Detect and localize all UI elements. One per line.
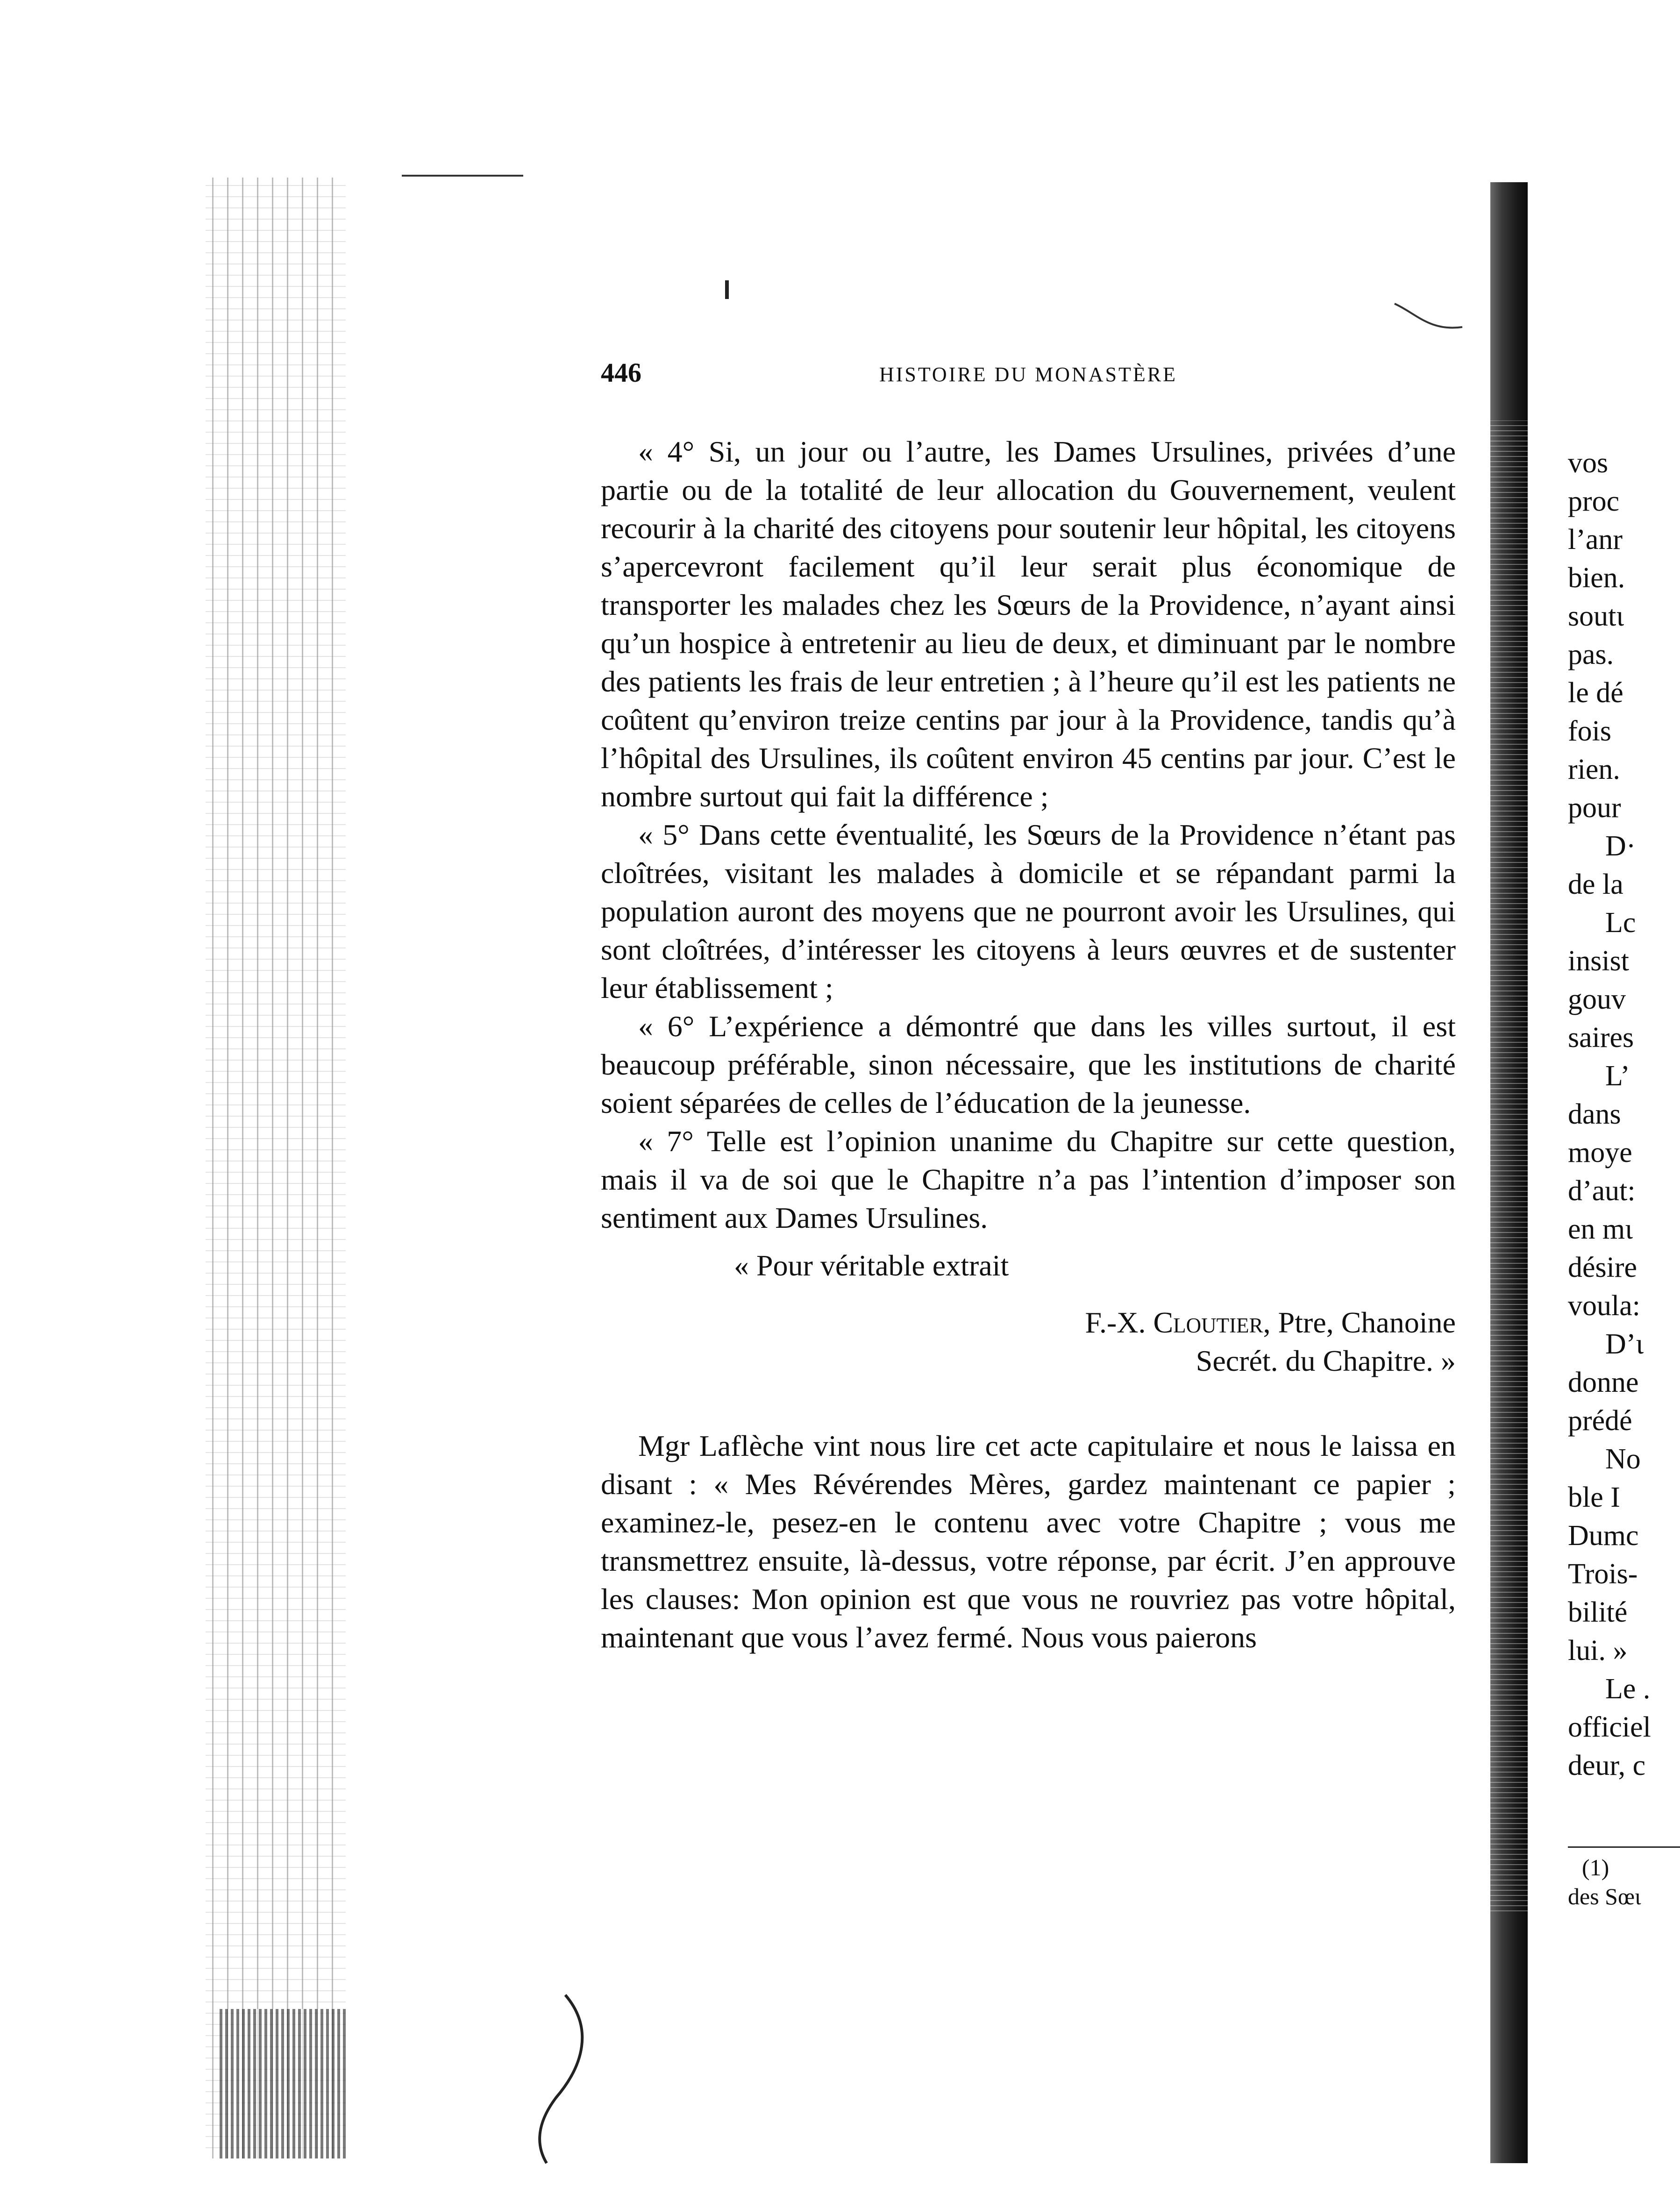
- adjacent-footnote-line: des Sœι: [1568, 1883, 1641, 1909]
- paragraph-4: « 4° Si, un jour ou l’autre, les Dames Ursulines, privées d’une partie ou de la totalité de leur allocation du Gouvernement, veulent recourir à la charité des citoyens pour soutenir leur hôpital, les citoyens s’apercevront facilement qu’il leur serait plus économique de transporter les malades chez les Sœurs de la Providence, n’ayant ainsi qu’un hospice à entretenir au lieu de deux, et diminuant par le nombre des patients les frais de leur entretien ; à l’heure qu’il est les patients ne coûtent qu’environ treize centins par jour à la Providence, tandis qu’à l’hôpital des Ursulines, ils coûtent environ 45 centins par jour. C’est le nombre surtout qui fait la différence ;: [601, 435, 1456, 813]
- adjacent-page-line: l’anr: [1568, 524, 1623, 556]
- adjacent-page-line: soutɩ: [1568, 600, 1624, 632]
- ink-curve-mark: [1392, 299, 1467, 341]
- adjacent-page-line: ble I: [1568, 1481, 1620, 1513]
- adjacent-page-footnote: [1568, 1853, 1680, 1911]
- page-header: [601, 357, 1456, 399]
- paragraph-5: « 5° Dans cette éventualité, les Sœurs de la Providence n’étant pas cloîtrées, visitant les malades à domicile et se répandant parmi la population auront des moyens que ne pourront avoir les Ursulines, qui sont cloîtrées, d’intéresser les citoyens à leurs œuvres et de sustenter leur établissement ;: [601, 818, 1456, 1004]
- adjacent-page-line: Trois-: [1568, 1558, 1638, 1590]
- adjacent-page-line: désire: [1568, 1252, 1637, 1283]
- adjacent-page-line: pas.: [1568, 639, 1614, 670]
- ink-speck-mark: [719, 280, 733, 304]
- adjacent-page-line: deur, c: [1568, 1750, 1646, 1781]
- adjacent-page-line: moye: [1568, 1137, 1632, 1168]
- adjacent-page-line: en mɩ: [1568, 1213, 1633, 1245]
- adjacent-page-line: pour: [1568, 792, 1621, 824]
- scan-gutter-bottom: [220, 2009, 346, 2158]
- signature-line-2: Secrét. du Chapitre. »: [1196, 1344, 1456, 1377]
- signature-line-1: [601, 1303, 1456, 1342]
- adjacent-page-line: Le .: [1605, 1673, 1651, 1705]
- signature-title: , Ptre, Chanoine: [1263, 1306, 1456, 1339]
- adjacent-page-line: gouv: [1568, 983, 1626, 1015]
- adjacent-page-line: rien.: [1568, 754, 1620, 785]
- adjacent-page-line: proc: [1568, 485, 1620, 517]
- adjacent-page-line: No: [1605, 1443, 1641, 1475]
- adjacent-footnote-line: (1): [1582, 1854, 1609, 1880]
- adjacent-page-line: donne: [1568, 1367, 1639, 1398]
- adjacent-page-line: Lc: [1605, 907, 1636, 939]
- adjacent-page-line: d’aut:: [1568, 1175, 1636, 1207]
- adjacent-page-line: dans: [1568, 1098, 1621, 1130]
- page-number: 446: [601, 357, 641, 388]
- running-title: HISTOIRE DU MONASTÈRE: [879, 363, 1178, 386]
- adjacent-page-line: lui. »: [1568, 1635, 1628, 1667]
- adjacent-page-line: officiel: [1568, 1711, 1651, 1743]
- scan-top-rule: [402, 175, 523, 177]
- adjacent-page-line: fois: [1568, 715, 1611, 747]
- adjacent-page-line: D·: [1605, 830, 1636, 862]
- closing-line: « Pour véritable extrait: [734, 1249, 1009, 1282]
- signature-prefix: F.-X.: [1085, 1306, 1153, 1339]
- adjacent-page-line: voula:: [1568, 1290, 1640, 1322]
- adjacent-page-line: prédé: [1568, 1405, 1632, 1437]
- scan-gutter-left: [206, 178, 346, 2158]
- adjacent-page-line: Dumc: [1568, 1520, 1639, 1552]
- adjacent-page-line: insist: [1568, 945, 1629, 977]
- adjacent-page-line: D’ι: [1605, 1328, 1644, 1360]
- adjacent-page-text: [1568, 444, 1680, 1785]
- body-text: [601, 433, 1456, 1657]
- adjacent-page-line: saires: [1568, 1022, 1634, 1054]
- adjacent-page-line: vos: [1568, 447, 1609, 479]
- adjacent-page-footnote-rule: [1568, 1846, 1680, 1848]
- paragraph-7: « 7° Telle est l’opinion unanime du Chapitre sur cette question, mais il va de soi que le Chapitre n’a pas l’intention d’imposer son sentiment aux Dames Ursulines.: [601, 1125, 1456, 1234]
- adjacent-page-line: le dé: [1568, 677, 1623, 709]
- ink-stroke-mark: [514, 1986, 607, 2172]
- book-spine-speckle: [1486, 420, 1532, 1916]
- paragraph-6: « 6° L’expérience a démontré que dans les villes surtout, il est beaucoup préférable, sinon nécessaire, que les institutions de charité soient séparées de celles de l’éducation de la jeunesse.: [601, 1010, 1456, 1119]
- adjacent-page-line: bien.: [1568, 562, 1625, 594]
- adjacent-page-line: de la: [1568, 869, 1623, 900]
- adjacent-page-line: bilité: [1568, 1596, 1628, 1628]
- paragraph-after-signature: Mgr Laflèche vint nous lire cet acte capitulaire et nous le laissa en disant : « Mes Révérendes Mères, gardez maintenant ce papier ; examinez-le, pesez-en le contenu avec votre Chapitre ; vous me transmettrez ensuite, là-dessus, votre réponse, par écrit. J’en approuve les clauses: Mon opinion est que vous ne rouvriez pas votre hôpital, maintenant que vous l’avez fermé. Nous vous paierons: [601, 1429, 1456, 1654]
- adjacent-page-line: L’: [1605, 1060, 1630, 1092]
- signature-name: Cloutier: [1153, 1306, 1263, 1339]
